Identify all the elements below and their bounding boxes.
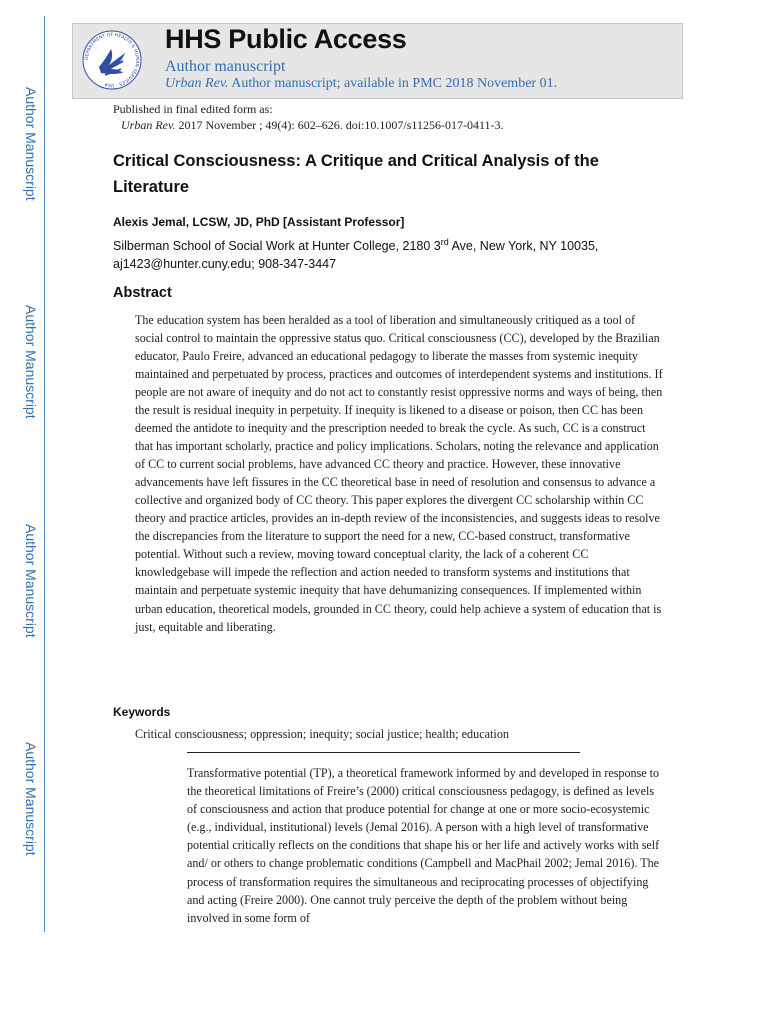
hhs-eagle-logo-icon <box>81 29 143 91</box>
footnote-divider <box>187 752 580 753</box>
footnote-text: Transformative potential (TP), a theoretical framework informed by and developed in response to the theoretical limitations of Freire’s (2000) critical consciousness pedagogy, is defined as levels of consciousness and action that produce potential for change at one or more socio-ecosystemic (e.g., individual, institutional) levels (Jemal 2016). A person with a high level of transformative potential critically reflects on the conditions that shape his or her life and actively works with self and/ or others to change problematic conditions (Campbell and MacPhail 2002; Jemal 2016). The process of transformation requires the simultaneous and reciprocating processes of objectifying and acting (Freire 2000). One cannot truly perceive the depth of the problem without being involved in some form of <box>187 766 660 925</box>
author-name: Alexis Jemal, LCSW, JD, PhD [Assistant Professor] <box>113 215 405 229</box>
svg-text:DEPARTMENT OF HEALTH & HUMAN S: DEPARTMENT OF HEALTH & HUMAN SERVICES · USA <box>84 32 140 88</box>
hhs-title: HHS Public Access <box>165 24 407 54</box>
manuscript-label: Author manuscript <box>165 58 286 75</box>
citation-journal: Urban Rev. <box>121 118 176 132</box>
author-affiliation <box>113 233 598 273</box>
availability-line <box>165 76 557 92</box>
abstract-heading: Abstract <box>113 285 172 301</box>
abstract-text: The education system has been heralded as a tool of liberation and simultaneously critiqued as a tool of social control to maintain the oppressive status quo. Critical consciousness (CC), developed by the Brazilian educator, Paulo Freire, advanced an educational pedagogy to liberate the masses from systemic inequity maintained and perpetuated by process, practices and outcomes of interdependent systems and institutions. If people are not aware of inequity and do not act to constantly resist oppressive norms and ways of being, then the result is residual inequity in perpetuity. If inequity is likened to a disease or poison, then CC has been deemed the antidote to inequity and the prescription needed to break the cycle. As such, CC is a construct that has important scholarly, practice and policy implications. Scholars, noting the relevance and application of CC to current social problems, have advanced CC theory and practice. However, these innovative advancements have left fissures in the CC theoretical base in need of resolution and consensus to advance a collective and organized body of CC theory. This paper explores the divergent CC scholarship within CC theory and practice articles, provides an in-depth review of the inconsistencies, and suggests ideas to resolve the discrepancies from the literature to support the need for a new, CC-based construct, transformative potential. Without such a review, moving toward conceptual clarity, the lack of a coherent CC knowledgebase will impede the reflection and action needed to transform systems and institutions that maintain and perpetuate systemic inequity that have dehumanizing consequences. If implemented within urban education, theoretical models, grounded in CC theory, could help achieve a system of education that is just, equitable and liberating. <box>135 313 663 634</box>
availability-text: Author manuscript; available in PMC 2018 November 01. <box>231 76 558 91</box>
citation-details: 2017 November ; 49(4): 602–626. doi:10.1007/s11256-017-0411-3. <box>178 118 504 132</box>
published-label: Published in final edited form as: <box>113 102 273 116</box>
keywords-heading: Keywords <box>113 705 171 719</box>
affiliation-contact: aj1423@hunter.cuny.edu; 908-347-3447 <box>113 257 337 272</box>
affiliation-line-1: Silberman School of Social Work at Hunter College, 2180 3rd Ave, New York, NY 10035, <box>113 237 599 254</box>
keywords-list: Critical consciousness; oppression; inequity; social justice; health; education <box>135 727 510 741</box>
hhs-header <box>72 23 683 99</box>
article-title: Critical Consciousness: A Critique and Critical Analysis of the Literature <box>113 152 599 196</box>
journal-name: Urban Rev. <box>165 76 229 91</box>
sidebar-divider <box>44 16 45 932</box>
citation-line <box>113 117 504 133</box>
published-info <box>113 101 504 133</box>
